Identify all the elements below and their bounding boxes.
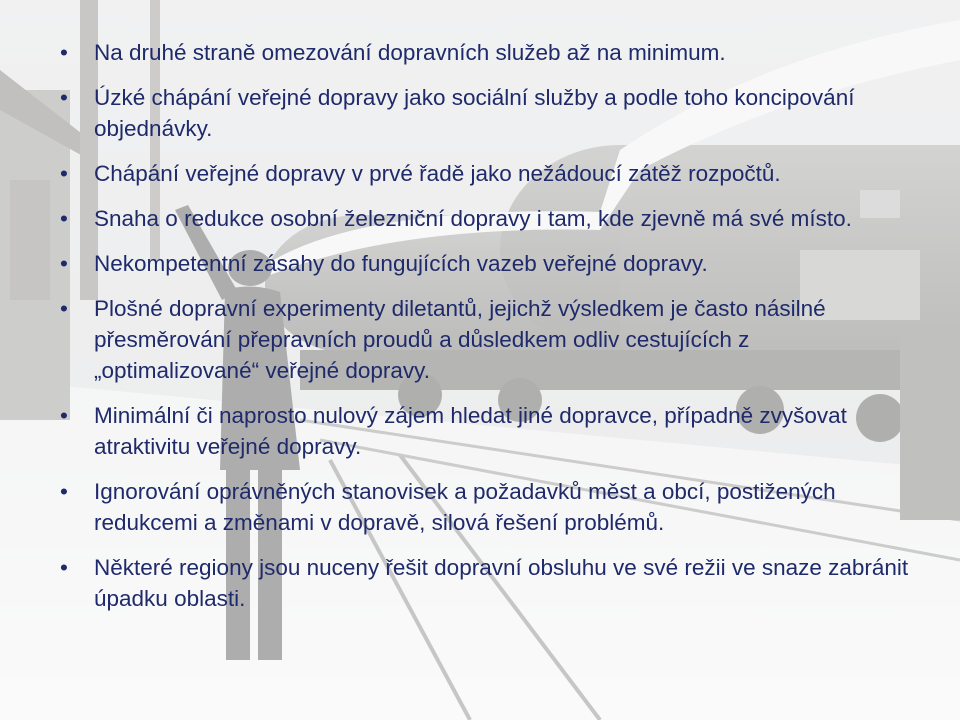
bullet-text: Chápání veřejné dopravy v prvé řadě jako nežádoucí zátěž rozpočtů. (94, 161, 781, 186)
bullet-symbol: • (60, 403, 68, 428)
bullet-item (58, 400, 918, 462)
bullet-symbol: • (60, 479, 68, 504)
bullet-symbol: • (60, 161, 68, 186)
bullet-item (58, 158, 918, 189)
bullet-symbol: • (60, 251, 68, 276)
bullet-item (58, 82, 918, 144)
bullet-text: Některé regiony jsou nuceny řešit dopravní obsluhu ve své režii ve snaze zabránit úpadku oblasti. (94, 555, 909, 611)
bullet-text: Ignorování oprávněných stanovisek a požadavků měst a obcí, postižených redukcemi a změnami v dopravě, silová řešení problémů. (94, 479, 836, 535)
bullet-item (58, 476, 918, 538)
bullet-item (58, 552, 918, 614)
bullet-item (58, 203, 918, 234)
bullet-item (58, 37, 918, 68)
bullet-text: Plošné dopravní experimenty diletantů, jejichž výsledkem je často násilné přesměrování přepravních proudů a důsledkem odliv cestujících z „optimalizované“ veřejné dopravy. (94, 296, 826, 383)
bullet-text: Úzké chápání veřejné dopravy jako sociální služby a podle toho koncipování objednávky. (94, 85, 855, 141)
bullet-symbol: • (60, 555, 68, 580)
bullet-text: Snaha o redukce osobní železniční dopravy i tam, kde zjevně má své místo. (94, 206, 852, 231)
bullet-text: Minimální či naprosto nulový zájem hledat jiné dopravce, případně zvyšovat atraktivitu veřejné dopravy. (94, 403, 847, 459)
bullet-item (58, 293, 918, 386)
bullet-text: Na druhé straně omezování dopravních služeb až na minimum. (94, 40, 726, 65)
bullet-symbol: • (60, 85, 68, 110)
bullet-item (58, 248, 918, 279)
bullet-text: Nekompetentní zásahy do fungujících vazeb veřejné dopravy. (94, 251, 708, 276)
bullet-symbol: • (60, 296, 68, 321)
bullet-symbol: • (60, 40, 68, 65)
bullet-symbol: • (60, 206, 68, 231)
bullet-list (58, 37, 918, 628)
